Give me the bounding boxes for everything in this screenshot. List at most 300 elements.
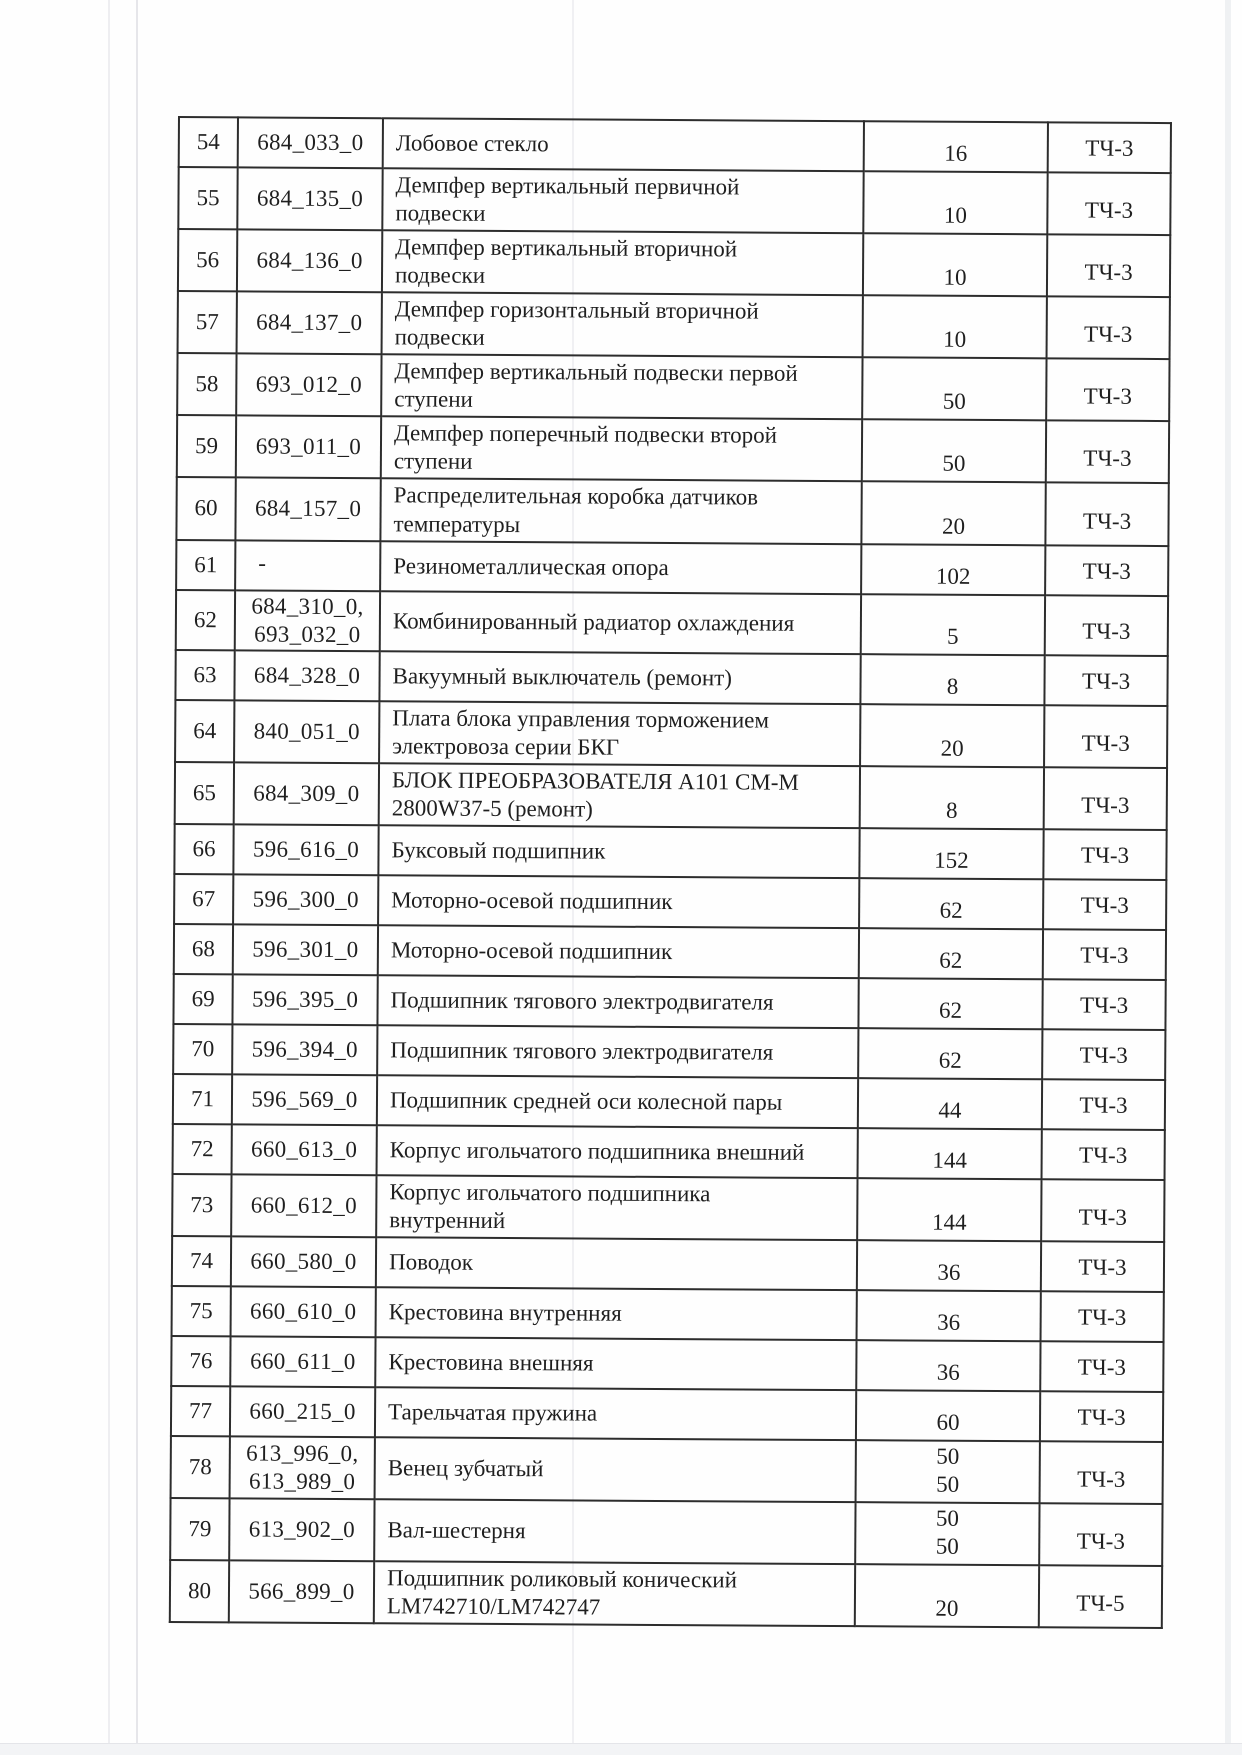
quantity-text: 50 [942, 451, 966, 477]
code-cell [231, 1174, 376, 1237]
quantity-text: 62 [938, 1047, 962, 1073]
depot-cell [1044, 705, 1167, 768]
code-cell [234, 762, 379, 825]
quantity-text: 50 [942, 389, 966, 415]
depot-text: ТЧ-3 [1076, 1528, 1125, 1554]
row-number-text: 57 [195, 309, 219, 335]
row-number-cell [172, 1174, 231, 1236]
row-number-text: 70 [191, 1035, 215, 1062]
name-cell [381, 417, 862, 482]
depot-text: ТЧ-3 [1079, 1142, 1128, 1168]
code-cell [230, 1436, 375, 1499]
depot-cell [1044, 767, 1167, 830]
code-text: 684_135_0 [256, 185, 364, 212]
quantity-text: 62 [939, 897, 963, 923]
depot-cell [1043, 879, 1166, 930]
quantity-cell [857, 1240, 1041, 1291]
row-number-cell [176, 590, 235, 650]
name-text: Крестовина внешняя [388, 1349, 594, 1376]
code-text: 660_613_0 [251, 1136, 358, 1162]
code-text: 684_136_0 [256, 247, 363, 274]
depot-cell [1046, 359, 1169, 422]
code-cell [232, 1024, 377, 1075]
name-text: БЛОК ПРЕОБРАЗОВАТЕЛЯ А101 СМ-М [391, 767, 799, 795]
depot-cell [1043, 929, 1166, 980]
row-number-text: 55 [196, 185, 220, 211]
depot-text: ТЧ-3 [1084, 321, 1133, 348]
quantity-cell [861, 594, 1045, 655]
code-cell [232, 974, 377, 1025]
row-number-cell [173, 1074, 232, 1124]
code-cell [237, 229, 382, 292]
code-text: 693_012_0 [255, 371, 363, 398]
row-number-text: 68 [191, 935, 215, 962]
quantity-cell [859, 928, 1043, 979]
code-cell [229, 1498, 374, 1561]
table-row [173, 1024, 1165, 1080]
row-number-cell [175, 700, 234, 762]
row-number-text: 58 [195, 371, 219, 397]
table-row [177, 415, 1169, 483]
name-cell [381, 355, 862, 420]
depot-text: ТЧ-3 [1077, 1466, 1126, 1492]
row-number-text: 63 [193, 661, 217, 687]
depot-cell [1047, 234, 1170, 297]
quantity-text: 5 [947, 623, 959, 649]
quantity-cell [861, 544, 1045, 595]
depot-text: ТЧ-3 [1078, 1304, 1127, 1330]
quantity-cell [860, 654, 1044, 705]
row-number-cell [174, 924, 233, 974]
name-text: ступени [393, 448, 473, 475]
parts-table-wrap [169, 116, 1172, 1629]
table-row [177, 353, 1169, 421]
quantity-text: 10 [943, 202, 967, 228]
depot-cell [1041, 1241, 1164, 1292]
quantity-cell [863, 295, 1047, 358]
name-text: Корпус игольчатого подшипника [389, 1179, 711, 1207]
depot-cell [1047, 296, 1170, 359]
code-text: 684_137_0 [256, 309, 363, 336]
quantity-text: 36 [937, 1309, 961, 1335]
name-text: Крестовина внутренняя [388, 1299, 622, 1326]
row-number-cell [175, 650, 234, 700]
code-text: 660_612_0 [250, 1192, 358, 1218]
depot-text: ТЧ-3 [1079, 992, 1129, 1018]
code-text: 684_033_0 [257, 129, 364, 156]
quantity-cell [859, 828, 1043, 879]
name-text: подвески [394, 262, 486, 289]
table-row [174, 874, 1166, 930]
name-cell [375, 1387, 856, 1440]
depot-text: ТЧ-3 [1077, 1354, 1127, 1380]
quantity-text: 36 [936, 1359, 960, 1385]
code-cell [229, 1560, 374, 1623]
depot-cell [1045, 483, 1168, 546]
quantity-cell [856, 1340, 1040, 1391]
quantity-text: 50 [935, 1533, 959, 1559]
name-text: Резинометаллическая опора [393, 552, 669, 580]
depot-cell [1039, 1565, 1162, 1628]
name-text: внутренний [389, 1207, 506, 1233]
row-number-text: 74 [189, 1248, 214, 1274]
quantity-cell [860, 766, 1044, 829]
quantity-text: 16 [944, 140, 968, 166]
table-row [175, 700, 1167, 768]
depot-text: ТЧ-3 [1084, 259, 1133, 285]
depot-text: ТЧ-3 [1078, 1204, 1127, 1230]
quantity-text: 102 [935, 563, 971, 589]
row-number-text: 80 [187, 1578, 212, 1604]
name-text: Демпфер вертикальный подвески первой [394, 358, 798, 387]
quantity-text: 62 [939, 947, 963, 973]
name-text: Распределительная коробка датчиков [393, 482, 759, 511]
depot-cell [1045, 545, 1168, 596]
code-cell [236, 416, 381, 479]
code-text: 684_310_0, [251, 593, 364, 619]
code-text: 566_899_0 [248, 1578, 355, 1605]
quantity-cell [855, 1502, 1039, 1565]
depot-text: ТЧ-3 [1080, 892, 1129, 918]
depot-text: ТЧ-3 [1081, 668, 1131, 694]
row-number-text: 54 [196, 129, 220, 155]
code-text: 596_616_0 [252, 836, 360, 862]
quantity-cell [857, 1290, 1041, 1341]
row-number-cell [174, 824, 233, 874]
name-cell [382, 230, 863, 295]
table-row [178, 291, 1170, 359]
code-cell [234, 700, 379, 763]
table-row [173, 974, 1165, 1030]
code-cell [238, 117, 383, 168]
name-cell [377, 975, 858, 1028]
name-text: Буксовый подшипник [391, 837, 606, 864]
name-cell [382, 168, 863, 233]
row-number-cell [173, 1024, 232, 1074]
name-text: Демпфер вертикальный первичной [395, 172, 740, 200]
name-text: Вал-шестерня [387, 1517, 526, 1544]
code-text: 693_011_0 [255, 433, 362, 460]
quantity-text: 8 [945, 797, 958, 823]
quantity-text: 50 [936, 1443, 960, 1469]
name-cell [378, 875, 859, 928]
name-text: Корпус игольчатого подшипника внешний [389, 1137, 805, 1165]
code-cell [232, 1074, 377, 1125]
depot-cell [1045, 595, 1168, 656]
name-cell [378, 825, 859, 878]
scan-fold-line [108, 0, 110, 1755]
code-cell [237, 167, 382, 230]
table-row [178, 167, 1170, 235]
depot-text: ТЧ-3 [1081, 730, 1130, 756]
row-number-text: 76 [189, 1347, 213, 1374]
quantity-text: 62 [938, 997, 963, 1023]
name-cell [379, 701, 860, 766]
row-number-cell [172, 1286, 231, 1336]
row-number-cell [172, 1236, 231, 1286]
row-number-cell [170, 1560, 229, 1622]
code-cell [231, 1236, 376, 1287]
table-row [171, 1336, 1163, 1392]
name-text: 2800W37-5 (ремонт) [391, 795, 593, 822]
depot-text: ТЧ-3 [1079, 1042, 1128, 1068]
name-text: подвески [395, 200, 486, 226]
depot-text: ТЧ-3 [1085, 135, 1134, 161]
name-cell [376, 1287, 857, 1340]
depot-text: ТЧ-5 [1076, 1590, 1125, 1616]
quantity-text: 20 [935, 1595, 959, 1621]
quantity-text: 50 [935, 1505, 960, 1531]
table-row [174, 924, 1166, 980]
name-cell [375, 1437, 856, 1502]
row-number-text: 73 [190, 1191, 214, 1218]
row-number-cell [176, 540, 235, 590]
code-cell [231, 1286, 376, 1337]
row-number-text: 65 [192, 779, 216, 806]
code-cell [235, 540, 380, 591]
code-cell [236, 354, 381, 417]
row-number-text: 67 [192, 885, 216, 912]
name-cell [376, 1175, 857, 1240]
quantity-cell [858, 1128, 1042, 1179]
quantity-cell [856, 1390, 1040, 1441]
row-number-text: 72 [190, 1135, 214, 1162]
row-number-text: 59 [194, 433, 219, 459]
quantity-text: 20 [941, 513, 966, 539]
table-row [178, 229, 1170, 297]
quantity-cell [861, 482, 1045, 545]
scan-edge-shadow [1225, 0, 1231, 1755]
row-number-text: 62 [193, 606, 218, 632]
quantity-cell [856, 1440, 1040, 1503]
row-number-text: 78 [188, 1454, 212, 1480]
row-number-text: 77 [189, 1397, 213, 1424]
name-text: Подшипник тягового электродвигателя [390, 1037, 774, 1065]
depot-text: ТЧ-3 [1077, 1404, 1126, 1430]
quantity-text: 152 [934, 847, 969, 873]
row-number-cell [171, 1386, 230, 1436]
row-number-cell [177, 353, 236, 415]
name-text: электровоза серии БКГ [392, 733, 620, 760]
name-text: Демпфер горизонтальный вторичной [394, 296, 759, 324]
quantity-cell [862, 420, 1046, 483]
table-row [171, 1436, 1163, 1504]
table-row [173, 1074, 1165, 1130]
name-cell [377, 1125, 858, 1178]
name-text: Поводок [388, 1249, 474, 1275]
row-number-text: 75 [189, 1298, 213, 1324]
name-text: Демпфер вертикальный вторичной [395, 234, 738, 262]
code-cell [230, 1336, 375, 1387]
row-number-text: 66 [192, 835, 216, 862]
code-text: 684_309_0 [253, 780, 360, 806]
name-cell [378, 925, 859, 978]
quantity-cell [855, 1564, 1039, 1627]
code-cell [235, 590, 380, 651]
row-number-text: 79 [188, 1516, 212, 1542]
depot-text: ТЧ-3 [1082, 558, 1131, 584]
quantity-cell [858, 978, 1042, 1029]
name-cell [380, 591, 861, 654]
row-number-text: 56 [196, 247, 220, 273]
table-row [172, 1286, 1164, 1342]
row-number-text: 61 [194, 551, 218, 577]
table-row [174, 824, 1166, 880]
quantity-cell [860, 704, 1044, 767]
code-cell [234, 650, 379, 701]
depot-cell [1040, 1441, 1163, 1504]
name-cell [375, 1337, 856, 1390]
quantity-cell [857, 1178, 1041, 1241]
code-cell [230, 1386, 375, 1437]
code-text: 660_215_0 [249, 1398, 356, 1425]
quantity-cell [864, 121, 1048, 172]
name-cell [379, 763, 860, 828]
depot-cell [1046, 421, 1169, 484]
quantity-cell [862, 357, 1046, 420]
parts-table-body [170, 117, 1171, 1628]
depot-text: ТЧ-3 [1082, 618, 1131, 644]
name-cell [380, 541, 861, 594]
name-text: Комбинированный радиатор охлаждения [392, 607, 795, 636]
quantity-cell [858, 1028, 1042, 1079]
quantity-text: 10 [943, 264, 967, 290]
code-text: 596_395_0 [251, 986, 359, 1012]
name-text: температуры [393, 510, 521, 537]
code-text: 596_394_0 [251, 1036, 358, 1062]
row-number-cell [173, 974, 232, 1024]
name-text: Подшипник тягового электродвигателя [390, 987, 774, 1015]
depot-cell [1048, 122, 1171, 173]
depot-cell [1041, 1291, 1164, 1342]
table-row [179, 117, 1171, 173]
name-cell [377, 1025, 858, 1078]
row-number-text: 69 [191, 985, 215, 1012]
code-text: 596_569_0 [251, 1086, 358, 1112]
name-cell [383, 118, 864, 171]
code-text: 660_580_0 [250, 1248, 357, 1275]
depot-text: ТЧ-3 [1083, 445, 1132, 472]
code-text: 596_301_0 [252, 936, 359, 962]
table-row [172, 1236, 1164, 1292]
quantity-text: 44 [938, 1097, 962, 1123]
code-cell [233, 874, 378, 925]
row-number-cell [175, 762, 234, 824]
code-cell [233, 924, 378, 975]
name-text: Тарельчатая пружина [388, 1399, 598, 1426]
name-cell [374, 1499, 855, 1564]
name-cell [376, 1237, 857, 1290]
code-text: 613_996_0, [246, 1440, 359, 1467]
quantity-cell [859, 878, 1043, 929]
row-number-text: 71 [190, 1085, 215, 1112]
name-text: Венец зубчатый [387, 1455, 544, 1482]
row-number-cell [176, 477, 235, 539]
name-cell [377, 1075, 858, 1128]
name-text: LM742710/LM742747 [386, 1593, 601, 1620]
code-text: 613_989_0 [248, 1468, 356, 1495]
quantity-cell [858, 1078, 1042, 1129]
name-text: Вакуумный выключатель (ремонт) [392, 662, 733, 691]
depot-text: ТЧ-3 [1080, 842, 1130, 868]
code-text: 660_610_0 [250, 1298, 357, 1325]
table-row [170, 1560, 1162, 1628]
depot-text: ТЧ-3 [1081, 792, 1130, 818]
row-number-text: 60 [194, 495, 218, 521]
quantity-text: 144 [932, 1147, 967, 1173]
code-text: 613_902_0 [248, 1516, 356, 1543]
table-row [171, 1386, 1163, 1442]
code-text: 693_032_0 [254, 621, 361, 647]
scan-fold-line [136, 0, 138, 1755]
depot-text: ТЧ-3 [1084, 197, 1134, 223]
row-number-cell [177, 415, 236, 477]
depot-cell [1042, 1029, 1165, 1080]
row-number-cell [173, 1124, 232, 1174]
quantity-cell [863, 171, 1047, 234]
code-cell [235, 478, 380, 541]
name-cell [379, 651, 860, 704]
quantity-text: 50 [936, 1471, 960, 1497]
depot-cell [1041, 1179, 1164, 1242]
depot-cell [1039, 1503, 1162, 1566]
depot-text: ТЧ-3 [1083, 383, 1132, 410]
row-number-text: 64 [193, 717, 217, 743]
code-cell [232, 1124, 377, 1175]
code-text: 660_611_0 [250, 1348, 356, 1375]
name-cell [382, 292, 863, 357]
depot-cell [1042, 1079, 1165, 1130]
depot-text: ТЧ-3 [1079, 1092, 1128, 1118]
name-cell [380, 479, 861, 544]
name-text: Плата блока управления торможением [392, 704, 770, 733]
table-row [176, 590, 1168, 656]
quantity-text: 60 [936, 1409, 960, 1435]
depot-cell [1042, 1129, 1165, 1180]
name-cell [374, 1561, 855, 1626]
quantity-text: 36 [937, 1259, 961, 1285]
row-number-cell [178, 291, 237, 353]
code-cell [233, 824, 378, 875]
row-number-cell [178, 167, 237, 229]
scan-bottom-edge [0, 1743, 1242, 1755]
name-text: подвески [394, 324, 485, 351]
row-number-cell [171, 1436, 230, 1498]
depot-text: ТЧ-3 [1080, 942, 1129, 968]
row-number-cell [178, 229, 237, 291]
code-text: 596_300_0 [252, 886, 359, 912]
name-text: Подшипник средней оси колесной пары [389, 1087, 783, 1115]
table-row [173, 1124, 1165, 1180]
depot-cell [1047, 172, 1170, 235]
depot-cell [1040, 1391, 1163, 1442]
code-text: 684_328_0 [253, 662, 361, 688]
row-number-cell [170, 1498, 229, 1560]
name-text: Моторно-осевой подшипник [391, 887, 673, 914]
depot-cell [1043, 829, 1166, 880]
row-number-cell [179, 117, 238, 167]
code-cell [237, 292, 382, 355]
table-row [170, 1498, 1162, 1566]
name-text: Демпфер поперечный подвески второй [393, 420, 778, 449]
table-row [172, 1174, 1164, 1242]
quantity-text: 8 [946, 673, 959, 699]
table-row [175, 650, 1167, 706]
quantity-text: 10 [943, 326, 967, 353]
parts-table [169, 116, 1172, 1629]
quantity-text: 144 [931, 1209, 967, 1235]
depot-cell [1040, 1341, 1163, 1392]
